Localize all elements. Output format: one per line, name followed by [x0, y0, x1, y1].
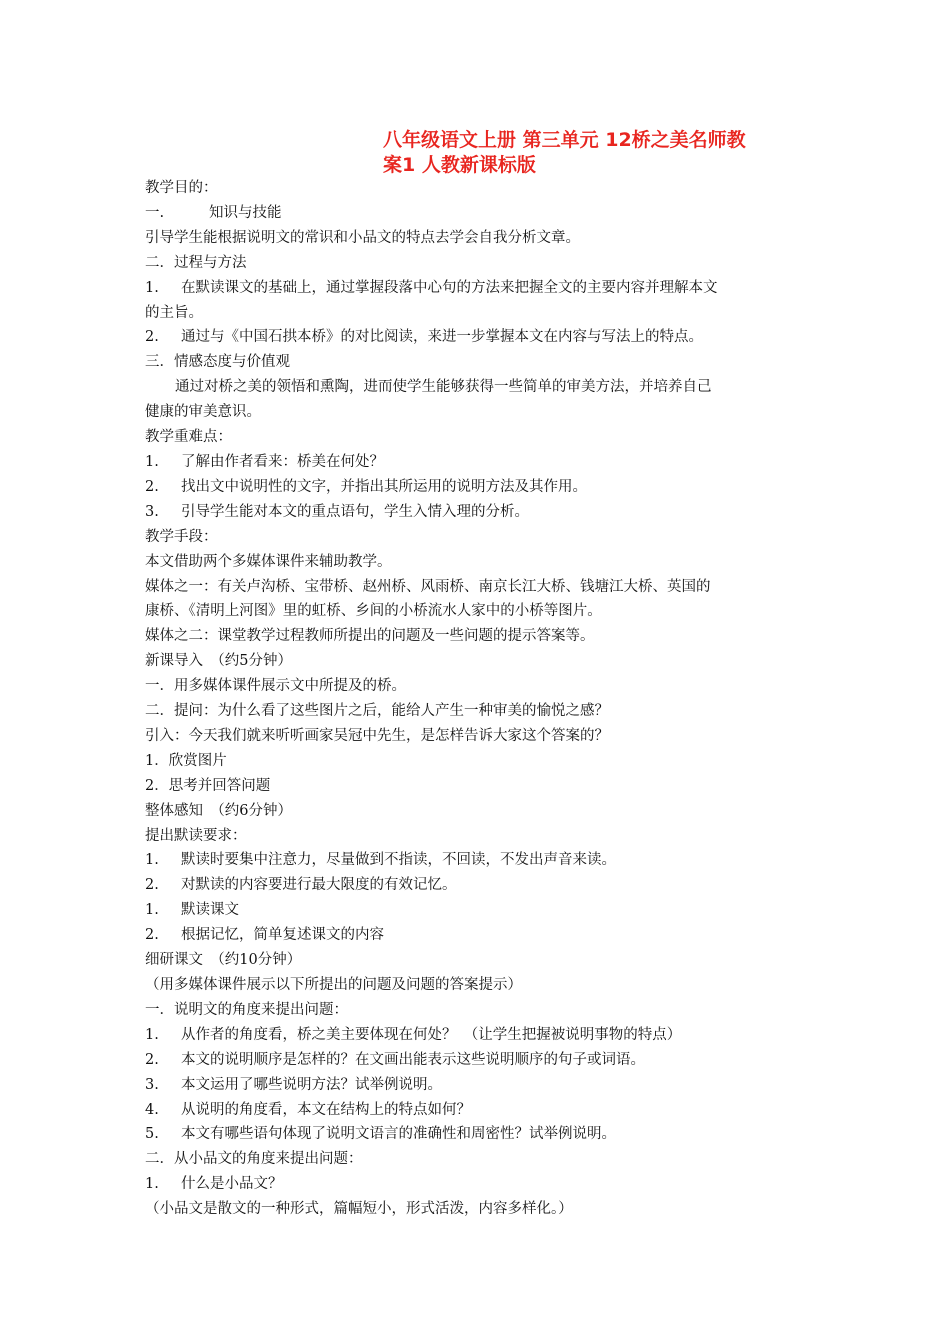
line-text: 引入：今天我们就来听听画家吴冠中先生，是怎样告诉大家这个答案的？	[145, 727, 609, 744]
text-line	[145, 898, 810, 923]
text-line	[145, 699, 810, 724]
document-title	[383, 128, 823, 178]
line-text: 二．过程与方法	[145, 254, 247, 271]
text-line	[145, 824, 810, 849]
line-text: 提出默读要求：	[145, 827, 247, 844]
text-line	[145, 998, 810, 1023]
line-text: 二．从小品文的角度来提出问题：	[145, 1151, 363, 1168]
line-text: 默读时要集中注意力，尽量做到不指读，不回读，不发出声音来读。	[181, 852, 616, 869]
text-line	[145, 575, 810, 600]
text-line	[145, 450, 810, 475]
text-line	[145, 1073, 810, 1098]
text-line	[145, 201, 810, 226]
text-line	[145, 226, 810, 251]
text-line	[145, 550, 810, 575]
line-text: 从作者的角度看，桥之美主要体现在何处？ （让学生把握被说明事物的特点）	[181, 1026, 682, 1043]
text-line	[145, 276, 810, 301]
text-line	[145, 674, 810, 699]
text-line	[145, 724, 810, 749]
line-text: （用多媒体课件展示以下所提出的问题及问题的答案提示）	[145, 977, 522, 993]
line-text: 默读课文	[181, 902, 239, 919]
text-line	[145, 923, 810, 948]
document-body	[145, 176, 810, 1222]
text-line	[145, 525, 810, 550]
text-line	[145, 1098, 810, 1123]
text-line	[145, 500, 810, 525]
text-line	[145, 1023, 810, 1048]
title-line-2: 案1 人教新课标版	[383, 154, 536, 176]
line-text: 新课导入 （约5分钟）	[145, 653, 292, 670]
line-text: 对默读的内容要进行最大限度的有效记忆。	[181, 877, 457, 894]
line-text: 本文有哪些语句体现了说明文语言的准确性和周密性？试举例说明。	[181, 1126, 616, 1143]
line-text: 2．思考并回答问题	[145, 777, 271, 794]
list-number: 2.	[145, 478, 159, 495]
line-text: 通过对桥之美的领悟和熏陶，进而使学生能够获得一些简单的审美方法，并培养自己	[175, 379, 712, 396]
line-text: 本文的说明顺序是怎样的？在文画出能表示这些说明顺序的句子或词语。	[181, 1051, 645, 1068]
text-line	[145, 475, 810, 500]
line-text: 根据记忆，简单复述课文的内容	[181, 927, 384, 944]
line-text: 媒体之二：课堂教学过程教师所提出的问题及一些问题的提示答案等。	[145, 628, 595, 645]
text-line	[145, 873, 810, 898]
line-text: 引导学生能对本文的重点语句，学生入情入理的分析。	[181, 503, 529, 520]
list-number: 2.	[145, 877, 159, 894]
line-text: 康桥、《清明上河图》里的虹桥、乡间的小桥流水人家中的小桥等图片。	[145, 603, 602, 620]
line-text: 找出文中说明性的文字，并指出其所运用的说明方法及其作用。	[181, 478, 587, 495]
list-number: 一.	[145, 204, 165, 221]
line-text: 二．提问：为什么看了这些图片之后，能给人产生一种审美的愉悦之感？	[145, 703, 609, 720]
text-line	[145, 799, 810, 824]
list-number: 2.	[145, 927, 159, 944]
list-number: 5.	[145, 1126, 159, 1143]
line-text: 细研课文 （约10分钟）	[145, 952, 302, 969]
text-line	[145, 973, 810, 998]
text-line	[145, 350, 810, 375]
text-line	[145, 774, 810, 799]
text-line	[145, 848, 810, 873]
line-text: 教学重难点：	[145, 429, 232, 446]
line-text: 1．欣赏图片	[145, 752, 227, 769]
line-text: 本文运用了哪些说明方法？试举例说明。	[181, 1076, 442, 1093]
line-text: （小品文是散文的一种形式，篇幅短小，形式活泼，内容多样化。）	[145, 1201, 573, 1218]
line-text: 什么是小品文？	[181, 1176, 283, 1193]
list-number: 1.	[145, 1026, 159, 1043]
line-text: 教学手段：	[145, 528, 218, 545]
title-line-1: 八年级语文上册 第三单元 12桥之美名师教	[383, 129, 746, 151]
line-text: 引导学生能根据说明文的常识和小品文的特点去学会自我分析文章。	[145, 229, 580, 246]
line-text: 了解由作者看来：桥美在何处？	[181, 453, 384, 470]
list-number: 1.	[145, 1176, 159, 1193]
line-text: 健康的审美意识。	[145, 404, 261, 421]
text-line	[145, 400, 810, 425]
text-line	[145, 1172, 810, 1197]
text-line	[145, 749, 810, 774]
list-number: 1.	[145, 453, 159, 470]
text-line	[145, 301, 810, 326]
line-text: 整体感知 （约6分钟）	[145, 802, 292, 819]
list-number: 1.	[145, 279, 159, 296]
line-text: 媒体之一：有关卢沟桥、宝带桥、赵州桥、风雨桥、南京长江大桥、钱塘江大桥、英国的	[145, 578, 711, 595]
line-text: 的主旨。	[145, 304, 203, 321]
text-line	[145, 375, 810, 400]
list-number: 1.	[145, 852, 159, 869]
list-number: 3.	[145, 1076, 159, 1093]
list-number: 2.	[145, 329, 159, 346]
text-line	[145, 624, 810, 649]
text-line	[145, 251, 810, 276]
line-text: 一．说明文的角度来提出问题：	[145, 1001, 348, 1018]
line-text: 本文借助两个多媒体课件来辅助教学。	[145, 553, 392, 570]
text-line	[145, 325, 810, 350]
line-text: 从说明的角度看，本文在结构上的特点如何？	[181, 1101, 471, 1118]
list-number: 4.	[145, 1101, 159, 1118]
line-text: 知识与技能	[209, 204, 282, 221]
list-number: 2.	[145, 1051, 159, 1068]
text-line	[145, 948, 810, 973]
text-line	[145, 1048, 810, 1073]
line-text: 三．情感态度与价值观	[145, 354, 290, 371]
text-line	[145, 1122, 810, 1147]
line-text: 通过与《中国石拱本桥》的对比阅读，来进一步掌握本文在内容与写法上的特点。	[181, 329, 703, 346]
list-number: 1.	[145, 902, 159, 919]
text-line	[145, 1197, 810, 1222]
line-text: 在默读课文的基础上，通过掌握段落中心句的方法来把握全文的主要内容并理解本文	[181, 279, 718, 296]
list-number: 3.	[145, 503, 159, 520]
text-line	[145, 649, 810, 674]
line-text: 教学目的：	[145, 180, 218, 196]
text-line	[145, 1147, 810, 1172]
line-text: 一．用多媒体课件展示文中所提及的桥。	[145, 678, 406, 695]
text-line	[145, 425, 810, 450]
text-line	[145, 176, 810, 201]
text-line	[145, 599, 810, 624]
